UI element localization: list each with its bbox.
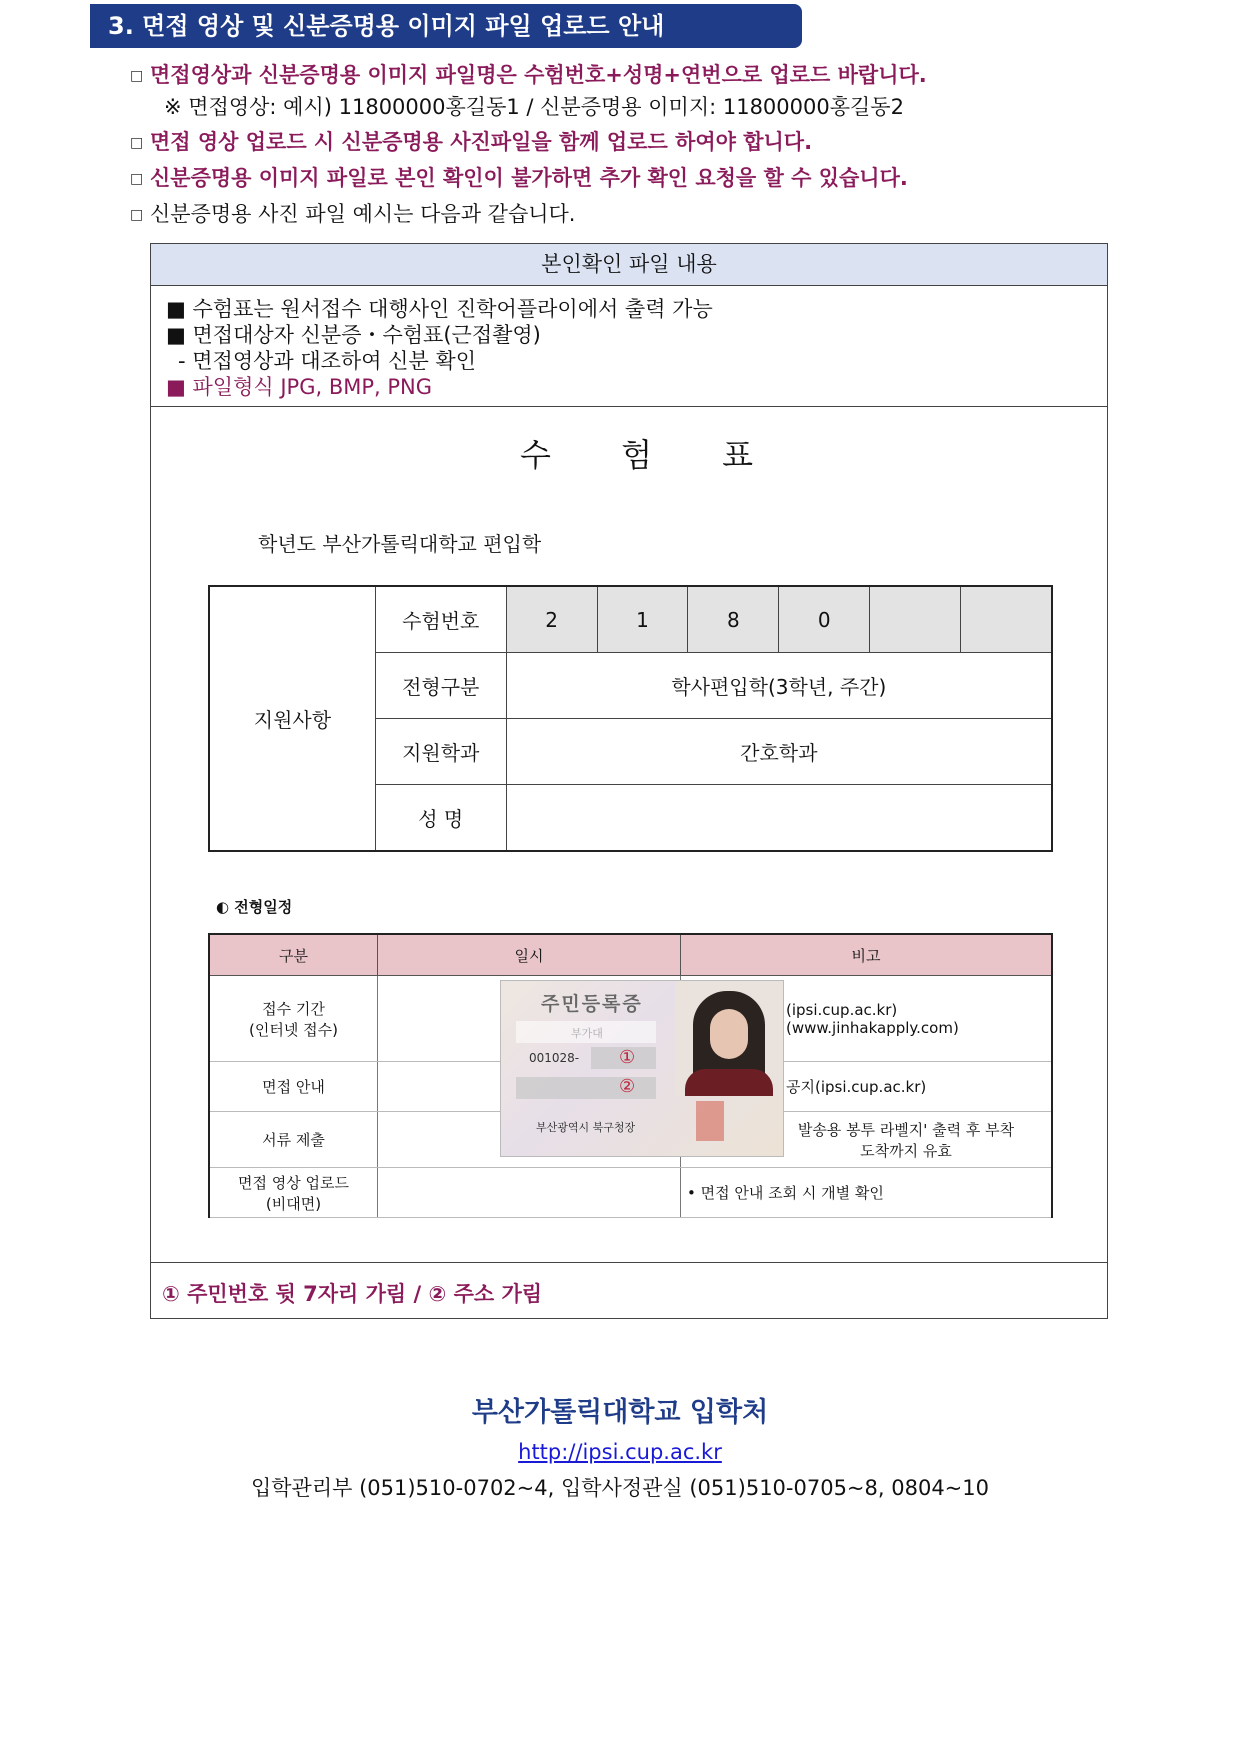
type-value: 학사편입학(3학년, 주간) bbox=[506, 653, 1052, 719]
footer-title: 부산가톨릭대학교 입학처 bbox=[471, 1397, 769, 1428]
exam-ticket-table bbox=[208, 585, 1053, 852]
schedule-label: ◐ 전형일정 bbox=[216, 898, 293, 916]
sched-cell bbox=[378, 1168, 681, 1218]
sched-cell: (ipsi.cup.ac.kr) (www.jinhakapply.com) bbox=[681, 976, 1053, 1062]
identity-box-header: 본인확인 파일 내용 bbox=[151, 244, 1107, 286]
id-photo bbox=[675, 981, 783, 1096]
seal-stamp-icon bbox=[696, 1101, 724, 1141]
dept-value: 간호학과 bbox=[506, 719, 1052, 785]
photo-clothes bbox=[685, 1069, 773, 1096]
exam-no-digit: 2 bbox=[506, 586, 597, 653]
sched-cell: 발송용 봉투 라벨지' 출력 후 부착 도착까지 유효 bbox=[681, 1112, 1053, 1168]
bullet-text: 면접영상과 신분증명용 이미지 파일명은 수험번호+성명+연번으로 업로드 바랍니다. bbox=[150, 63, 927, 87]
exam-no-digit: 0 bbox=[779, 586, 870, 653]
sched-cell: 면접 영상 업로드 (비대면) bbox=[209, 1168, 378, 1218]
square-bullet-icon: □ bbox=[130, 171, 144, 187]
ticket-subtitle: 학년도 부산가톨릭대학교 편입학 bbox=[258, 532, 542, 556]
marker-1-icon: ① bbox=[619, 1047, 636, 1068]
name-value bbox=[506, 785, 1052, 852]
blur-block bbox=[516, 1021, 656, 1043]
sched-cell: 공지(ipsi.cup.ac.kr) bbox=[681, 1062, 1053, 1112]
footer-link[interactable]: http://ipsi.cup.ac.kr bbox=[518, 1440, 722, 1464]
footer-contact: 입학관리부 (051)510-0702~4, 입학사정관실 (051)510-0705~8, 0804~10 bbox=[250, 1476, 989, 1500]
divider bbox=[151, 406, 1107, 407]
bullet-filename bbox=[130, 60, 927, 91]
id-card-rrn: 001028- bbox=[529, 1051, 580, 1065]
list-item: - 면접영상과 대조하여 신분 확인 bbox=[178, 349, 476, 373]
name-label: 성 명 bbox=[375, 785, 506, 852]
sched-header: 구분 bbox=[209, 934, 378, 976]
exam-no-digit bbox=[961, 586, 1052, 653]
id-card-image bbox=[500, 980, 784, 1157]
photo-face bbox=[710, 1009, 748, 1059]
type-label: 전형구분 bbox=[375, 653, 506, 719]
square-bullet-icon: □ bbox=[130, 68, 144, 84]
bullet-example: ※ 면접영상: 예시) 11800000홍길동1 / 신분증명용 이미지: 11800000홍길동2 bbox=[164, 95, 904, 119]
bullet-text: 면접 영상 업로드 시 신분증명용 사진파일을 함께 업로드 하여야 합니다. bbox=[150, 130, 813, 154]
bullet-additional-check bbox=[130, 163, 908, 194]
square-bullet-icon: □ bbox=[130, 207, 144, 223]
sched-cell: • 면접 안내 조회 시 개별 확인 bbox=[681, 1168, 1053, 1218]
exam-no-digit bbox=[870, 586, 961, 653]
bullet-upload-together bbox=[130, 127, 812, 158]
square-bullet-icon: □ bbox=[130, 135, 144, 151]
masking-note: ① 주민번호 뒷 7자리 가림 / ② 주소 가림 bbox=[162, 1282, 543, 1306]
bullet-text: 신분증명용 이미지 파일로 본인 확인이 불가하면 추가 확인 요청을 할 수 있습니다. bbox=[150, 166, 908, 190]
sched-header: 비고 bbox=[681, 934, 1053, 976]
bullet-text: 신분증명용 사진 파일 예시는 다음과 같습니다. bbox=[150, 202, 576, 226]
bullet-example-intro bbox=[130, 199, 575, 230]
sched-header: 일시 bbox=[378, 934, 681, 976]
ticket-title: 수 험 표 bbox=[520, 436, 784, 474]
exam-no-digit: 8 bbox=[688, 586, 779, 653]
apply-label: 지원사항 bbox=[209, 586, 375, 851]
list-item: ■ 면접대상자 신분증・수험표(근접촬영) bbox=[166, 323, 541, 347]
sched-cell: 서류 제출 bbox=[209, 1112, 378, 1168]
section-header: 3. 면접 영상 및 신분증명용 이미지 파일 업로드 안내 bbox=[90, 4, 802, 48]
list-item-format: ■ 파일형식 JPG, BMP, PNG bbox=[166, 375, 433, 399]
marker-2-icon: ② bbox=[619, 1076, 636, 1097]
id-card-issuer: 부산광역시 북구청장 bbox=[536, 1121, 636, 1134]
sched-cell: 접수 기간 (인터넷 접수) bbox=[209, 976, 378, 1062]
dept-label: 지원학과 bbox=[375, 719, 506, 785]
list-item: ■ 수험표는 원서접수 대행사인 진학어플라이에서 출력 가능 bbox=[166, 297, 713, 321]
id-card-title: 주민등록증 bbox=[541, 993, 643, 1015]
sched-cell: 면접 안내 bbox=[209, 1062, 378, 1112]
exam-no-label: 수험번호 bbox=[375, 586, 506, 653]
identity-items-list bbox=[166, 296, 713, 400]
exam-no-digit: 1 bbox=[597, 586, 688, 653]
divider bbox=[151, 1262, 1107, 1263]
